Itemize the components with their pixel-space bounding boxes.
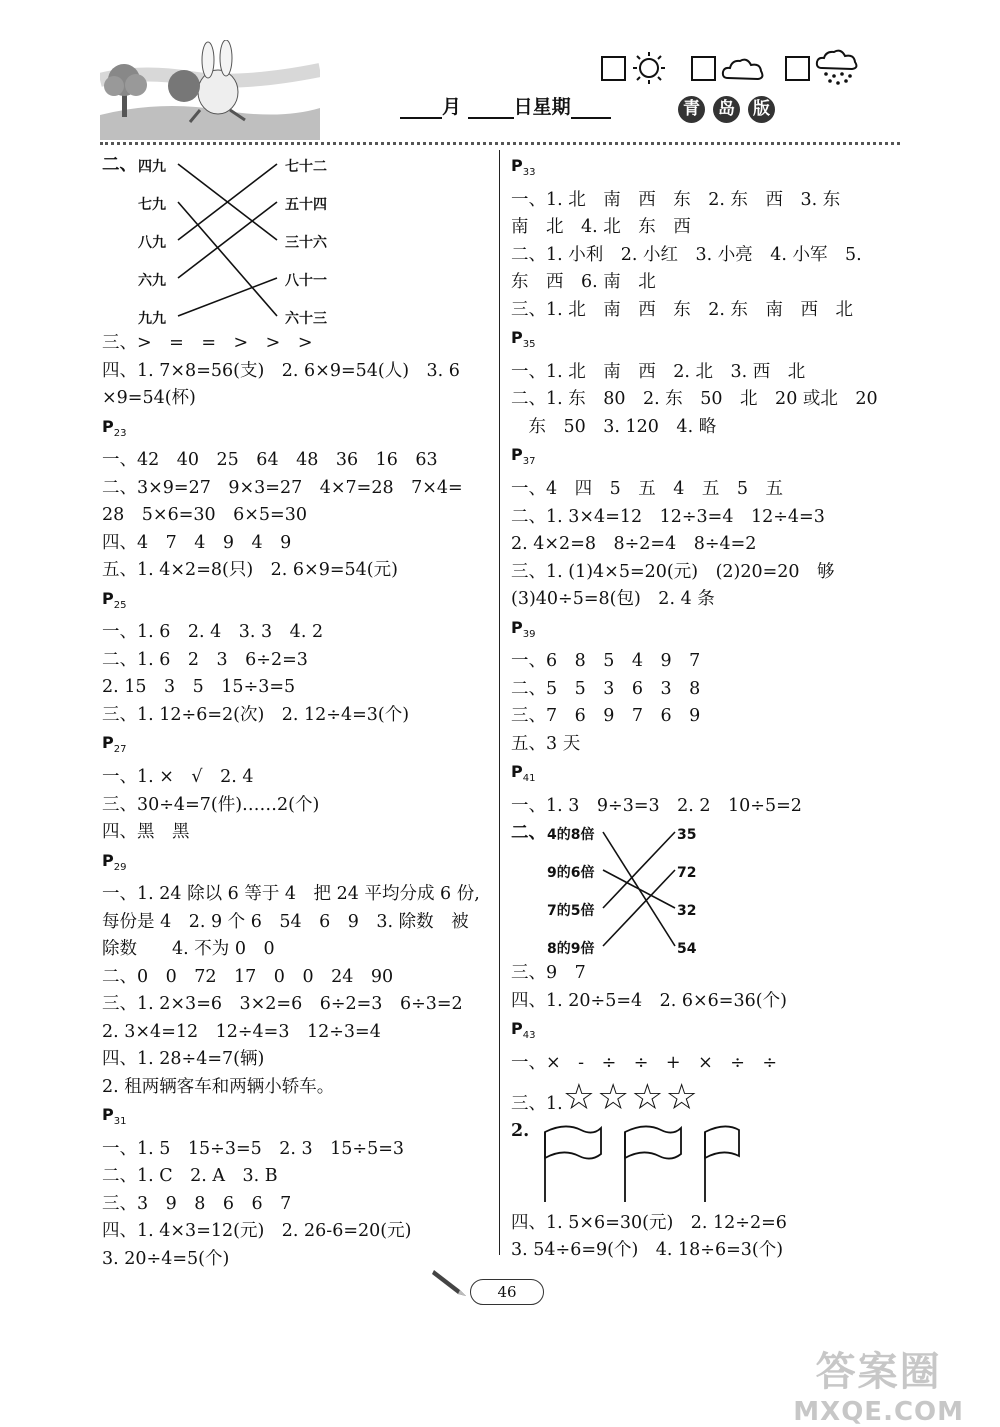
- weekday-blank[interactable]: [571, 99, 611, 119]
- answer-line: ×9=54(杯): [102, 388, 196, 408]
- answer-line: 3. 54÷6=9(个) 4. 18÷6=3(个): [511, 1240, 784, 1261]
- match-right-item: 35: [677, 827, 697, 844]
- matching-lines-2: [511, 820, 711, 960]
- answer-line: 二、5 5 3 6 3 8: [511, 678, 701, 699]
- match-right-item: 54: [677, 941, 697, 958]
- rain-icon: [814, 48, 862, 88]
- star-icon: ☆☆☆☆: [562, 1076, 700, 1118]
- answer-line: 一、6 8 5 4 9 7: [511, 651, 701, 672]
- right-column: [511, 152, 903, 1265]
- edition-badge: [678, 96, 788, 126]
- watermark-line1: 答案圈: [815, 1349, 942, 1395]
- page-ref-p37: [511, 441, 903, 476]
- answer-line: 四、黑 黑: [102, 822, 190, 843]
- answer-line: 二、1. 6 2 3 6÷2=3: [102, 649, 308, 670]
- page-ref-letter: P: [102, 733, 114, 753]
- answer-line: 四、1. 28÷4=7(辆): [102, 1049, 265, 1070]
- answer-line: 2. 4×2=8 8÷2=4 8÷4=2: [511, 534, 757, 555]
- answer-line: 四、1. 20÷5=4 2. 6×6=36(个): [511, 990, 787, 1011]
- weather-checkbox-cloudy[interactable]: [691, 56, 716, 81]
- page-ref-letter: P: [511, 1019, 523, 1039]
- month-label: 月: [442, 96, 462, 118]
- page-ref-number: 25: [113, 599, 127, 611]
- page-ref-letter: P: [102, 850, 114, 870]
- match-left-item: 六九: [138, 273, 166, 289]
- answer-line: 三、30÷4=7(件)……2(个): [102, 794, 320, 815]
- answer-line: 3. 20÷4=5(个): [102, 1248, 230, 1269]
- column-divider: [499, 150, 500, 1255]
- pencil-icon: [430, 1266, 474, 1298]
- match-left-item: 9的6倍: [547, 865, 595, 882]
- page-number: 46: [470, 1279, 544, 1305]
- answer-line: 五、1. 4×2=8(只) 2. 6×9=54(元): [102, 560, 398, 581]
- page-ref-p23: [102, 413, 494, 448]
- answer-line: 三、9 7: [511, 963, 586, 984]
- page-ref-number: 27: [113, 744, 127, 756]
- watermark-line2: MXQE.COM: [793, 1397, 964, 1427]
- match-left-item: 四九: [138, 159, 166, 175]
- answer-line: 三、1. 2×3=6 3×2=6 6÷2=3 6÷3=2: [102, 994, 463, 1015]
- answer-line: 东 50 3. 120 4. 略: [511, 416, 717, 437]
- page-ref-letter: P: [511, 617, 523, 637]
- answer-line: 四、1. 4×3=12(元) 2. 26-6=20(元): [102, 1221, 412, 1242]
- page-ref-p27: [102, 729, 494, 764]
- page-ref-p25: [102, 585, 494, 620]
- match-right-item: 三十六: [285, 235, 327, 251]
- page-ref-p29: [102, 847, 494, 882]
- page-ref-letter: P: [511, 445, 523, 465]
- left-column: [102, 152, 494, 1273]
- answer-line: 三、> = = > > >: [102, 333, 313, 353]
- answer-line: 四、1. 5×6=30(元) 2. 12÷2=6: [511, 1212, 787, 1233]
- page-ref-letter: P: [511, 328, 523, 348]
- weather-checkbox-rainy[interactable]: [785, 56, 810, 81]
- answer-line: 一、1. 北 南 西 2. 北 3. 西 北: [511, 361, 806, 382]
- stars-line: [511, 1078, 903, 1118]
- match-left-item: 8的9倍: [547, 941, 595, 958]
- answer-line: 一、42 40 25 64 48 36 16 63: [102, 450, 438, 471]
- edition-char: 版: [748, 96, 775, 123]
- page-ref-p39: [511, 614, 903, 649]
- sun-icon: [630, 50, 668, 86]
- match-right-item: 32: [677, 903, 697, 920]
- answer-line: 一、1. 6 2. 4 3. 3 4. 2: [102, 622, 324, 643]
- answer-line: 三、3 9 8 6 6 7: [102, 1193, 292, 1214]
- answer-line: 每份是 4 2. 9 个 6 54 6 9 3. 除数 被: [102, 911, 469, 932]
- answer-line: 南 北 4. 北 东 西: [511, 217, 691, 238]
- answer-line: 28 5×6=30 6×5=30: [102, 505, 307, 526]
- answer-label: 三、1.: [511, 1093, 563, 1114]
- page-ref-p35: [511, 324, 903, 359]
- answer-label: 2.: [511, 1120, 530, 1141]
- match-right-item: 八十一: [285, 273, 327, 289]
- answer-line: 一、4 四 5 五 4 五 5 五: [511, 479, 784, 500]
- answer-line: 二、1. C 2. A 3. B: [102, 1166, 278, 1187]
- page-ref-number: 35: [522, 339, 536, 351]
- answer-line: 三、7 6 9 7 6 9: [511, 706, 701, 727]
- page-ref-p33: [511, 152, 903, 187]
- edition-char: 岛: [713, 96, 740, 123]
- page-ref-number: 31: [113, 1116, 127, 1128]
- section-label: 二、: [102, 155, 137, 175]
- page-ref-number: 41: [522, 773, 536, 785]
- answer-line: 一、× - ÷ ÷ + × ÷ ÷: [511, 1053, 778, 1074]
- match-right-item: 七十二: [285, 159, 327, 175]
- answer-line: 二、1. 小利 2. 小红 3. 小亮 4. 小军 5.: [511, 244, 862, 265]
- day-weekday-label: 日星期: [513, 96, 571, 118]
- match-right-item: 72: [677, 865, 697, 882]
- page-ref-p41: [511, 758, 903, 793]
- flags-line: [511, 1118, 903, 1210]
- answer-line: 三、1. 12÷6=2(次) 2. 12÷4=3(个): [102, 704, 410, 725]
- match-left-item: 4的8倍: [547, 827, 595, 844]
- answer-line: 东 西 6. 南 北: [511, 272, 656, 293]
- match-left-item: 7的5倍: [547, 903, 595, 920]
- day-blank[interactable]: [468, 99, 514, 119]
- page-ref-number: 37: [522, 456, 536, 468]
- page-ref-p43: [511, 1015, 903, 1050]
- match-right-item: 五十四: [285, 197, 327, 213]
- month-blank[interactable]: [400, 99, 442, 119]
- answer-line: 一、1. 24 除以 6 等于 4 把 24 平均分成 6 份,: [102, 884, 480, 905]
- answer-line: 除数 4. 不为 0 0: [102, 939, 275, 960]
- matching-block-1: [102, 152, 494, 330]
- answer-line: 一、1. 北 南 西 东 2. 东 西 3. 东: [511, 189, 841, 210]
- date-line: [400, 92, 611, 119]
- match-right-item: 六十三: [285, 311, 327, 327]
- header-illustration: [100, 40, 320, 140]
- answer-line: 二、3×9=27 9×3=27 4×7=28 7×4=: [102, 477, 463, 498]
- answer-line: 三、1. (1)4×5=20(元) (2)20=20 够: [511, 561, 835, 582]
- answer-line: 二、1. 3×4=12 12÷3=4 12÷4=3: [511, 506, 825, 527]
- page-ref-number: 23: [113, 427, 127, 439]
- matching-block-2: [511, 820, 903, 960]
- answer-line: 2. 租两辆客车和两辆小轿车。: [102, 1076, 335, 1097]
- match-left-item: 八九: [138, 235, 166, 251]
- page-ref-letter: P: [102, 416, 114, 436]
- answer-line: 五、3 天: [511, 733, 581, 754]
- header-divider: [100, 142, 900, 145]
- match-left-item: 七九: [138, 197, 166, 213]
- page-ref-number: 39: [522, 628, 536, 640]
- section-label: 二、: [511, 823, 546, 844]
- page-ref-number: 29: [113, 861, 127, 873]
- weather-checkbox-sunny[interactable]: [601, 56, 626, 81]
- page-ref-p31: [102, 1101, 494, 1136]
- page-ref-letter: P: [102, 1105, 114, 1125]
- match-left-item: 九九: [138, 311, 166, 327]
- answer-line: 一、1. 3 9÷3=3 2. 2 10÷5=2: [511, 795, 802, 816]
- answer-line: 2. 3×4=12 12÷4=3 12÷3=4: [102, 1021, 381, 1042]
- cloud-icon: [720, 54, 766, 84]
- answer-line: 二、0 0 72 17 0 0 24 90: [102, 966, 394, 987]
- answer-line: (3)40÷5=8(包) 2. 4 条: [511, 589, 715, 610]
- answer-line: 一、1. 5 15÷3=5 2. 3 15÷5=3: [102, 1138, 405, 1159]
- matching-lines-1: [102, 152, 342, 330]
- answer-line: 一、1. × √ 2. 4: [102, 767, 254, 788]
- answer-line: 三、1. 北 南 西 东 2. 东 南 西 北: [511, 299, 854, 320]
- flag-icon: [541, 1122, 741, 1206]
- answer-line: 2. 15 3 5 15÷3=5: [102, 677, 296, 698]
- edition-char: 青: [678, 96, 705, 123]
- page-ref-letter: P: [511, 762, 523, 782]
- page-ref-letter: P: [511, 156, 523, 175]
- answer-line: 四、1. 7×8=56(支) 2. 6×9=54(人) 3. 6: [102, 360, 460, 381]
- page-ref-number: 43: [522, 1030, 536, 1042]
- answer-line: 二、1. 东 80 2. 东 50 北 20 或北 20: [511, 389, 878, 410]
- page-ref-letter: P: [102, 588, 114, 608]
- page-ref-number: 33: [522, 167, 536, 179]
- answer-line: 四、4 7 4 9 4 9: [102, 532, 292, 553]
- watermark: [793, 1340, 964, 1427]
